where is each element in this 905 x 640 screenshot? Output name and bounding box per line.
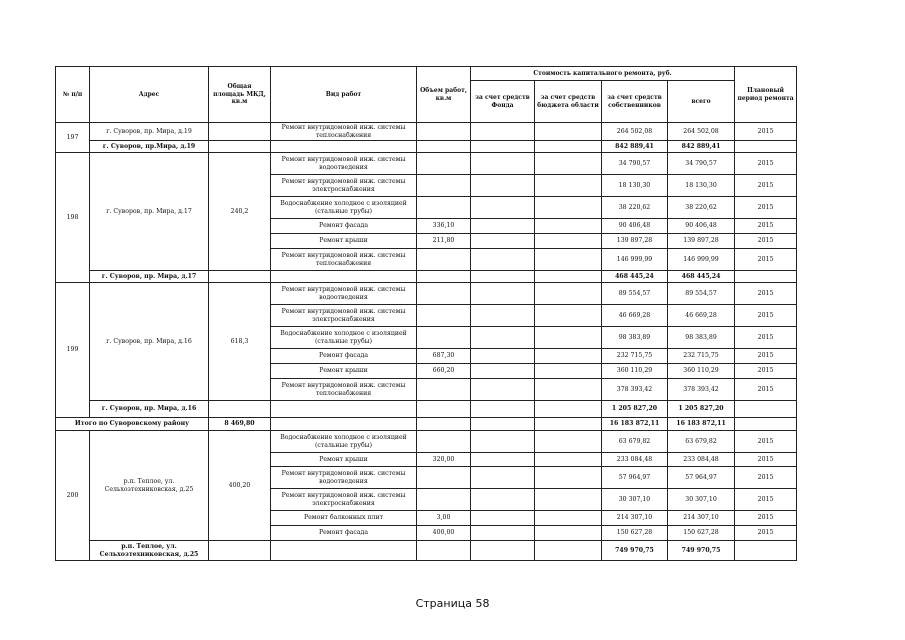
col-header-owners: за счет средств собственников	[602, 81, 668, 123]
owners-cost: 57 964,97	[602, 467, 668, 489]
total-cost: 150 627,28	[668, 526, 735, 541]
work-type: Ремонт фасада	[271, 526, 417, 541]
table-row	[56, 123, 797, 141]
row-area: 240,2	[209, 153, 271, 271]
work-type: Ремонт крыши	[271, 364, 417, 379]
total-cost: 378 393,42	[668, 379, 735, 401]
cost-table-sheet	[55, 66, 796, 561]
work-type: Ремонт внутридомовой инж. системы водоотведения	[271, 153, 417, 175]
period: 2015	[735, 526, 797, 541]
row-address: г. Суворов, пр. Мира, д.16	[90, 283, 209, 401]
row-num: 200	[56, 431, 90, 561]
col-header-regional: за счет средств бюджета области	[535, 81, 602, 123]
volume: 400,00	[417, 526, 471, 541]
row-address: р.п. Теплое, ул. Сельхозтехниковская, д.25	[90, 431, 209, 541]
period: 2015	[735, 364, 797, 379]
district-total-label: Итого по Суворовскому району	[56, 418, 209, 431]
period: 2015	[735, 467, 797, 489]
period: 2015	[735, 379, 797, 401]
col-header-total: всего	[668, 81, 735, 123]
district-total-area: 8 469,80	[209, 418, 271, 431]
subtotal-row	[56, 541, 797, 561]
total-cost: 38 220,62	[668, 197, 735, 219]
work-type: Ремонт внутридомовой инж. системы электроснабжения	[271, 175, 417, 197]
row-num: 199	[56, 283, 90, 418]
subtotal-label: г. Суворов, пр. Мира, д.17	[90, 271, 209, 283]
period: 2015	[735, 234, 797, 249]
row-area: 618,3	[209, 283, 271, 401]
owners-cost: 139 897,28	[602, 234, 668, 249]
total-cost: 264 502,08	[668, 123, 735, 141]
total-cost: 98 383,89	[668, 327, 735, 349]
total-cost: 214 307,10	[668, 511, 735, 526]
work-type: Ремонт внутридомовой инж. системы теплоснабжения	[271, 379, 417, 401]
subtotal-total: 749 970,75	[668, 541, 735, 561]
volume: 320,00	[417, 453, 471, 467]
work-type: Водоснабжение холодное с изоляцией (стальные трубы)	[271, 431, 417, 453]
owners-cost: 233 084,48	[602, 453, 668, 467]
subtotal-owners: 1 205 827,20	[602, 401, 668, 418]
subtotal-row	[56, 271, 797, 283]
subtotal-total: 842 889,41	[668, 141, 735, 153]
period: 2015	[735, 489, 797, 511]
total-cost: 18 130,30	[668, 175, 735, 197]
col-header-work-type: Вид работ	[271, 67, 417, 123]
total-cost: 360 110,29	[668, 364, 735, 379]
col-header-fund: за счет средств Фонда	[471, 81, 535, 123]
col-header-num: № п/п	[56, 67, 90, 123]
owners-cost: 89 554,57	[602, 283, 668, 305]
subtotal-owners: 749 970,75	[602, 541, 668, 561]
total-cost: 232 715,75	[668, 349, 735, 364]
work-type: Ремонт внутридомовой инж. системы электроснабжения	[271, 489, 417, 511]
total-cost: 46 669,28	[668, 305, 735, 327]
period: 2015	[735, 305, 797, 327]
page-number: Страница 58	[415, 597, 490, 610]
period: 2015	[735, 197, 797, 219]
work-type: Ремонт крыши	[271, 234, 417, 249]
period: 2015	[735, 175, 797, 197]
district-total-total: 16 183 872,11	[668, 418, 735, 431]
total-cost: 34 790,57	[668, 153, 735, 175]
table-row	[56, 153, 797, 175]
table-row	[56, 283, 797, 305]
work-type: Ремонт внутридомовой инж. системы водоотведения	[271, 283, 417, 305]
work-type: Ремонт балконных плит	[271, 511, 417, 526]
volume: 336,10	[417, 219, 471, 234]
subtotal-total: 468 445,24	[668, 271, 735, 283]
work-type: Водоснабжение холодное с изоляцией (стальные трубы)	[271, 197, 417, 219]
row-address: г. Суворов, пр. Мира, д.19	[90, 123, 209, 141]
period: 2015	[735, 431, 797, 453]
period: 2015	[735, 511, 797, 526]
subtotal-owners: 468 445,24	[602, 271, 668, 283]
col-header-area: Общая площадь МКД, кв.м	[209, 67, 271, 123]
total-cost: 57 964,97	[668, 467, 735, 489]
col-header-cost-group: Стоимость капитального ремонта, руб.	[471, 67, 735, 81]
capital-repair-table	[55, 66, 797, 561]
col-header-volume: Объем работ, кв.м	[417, 67, 471, 123]
owners-cost: 264 502,08	[602, 123, 668, 141]
owners-cost: 18 130,30	[602, 175, 668, 197]
work-type: Ремонт крыши	[271, 453, 417, 467]
work-type: Ремонт внутридомовой инж. системы теплоснабжения	[271, 249, 417, 271]
owners-cost: 90 406,48	[602, 219, 668, 234]
subtotal-total: 1 205 827,20	[668, 401, 735, 418]
total-cost: 233 084,48	[668, 453, 735, 467]
work-type: Водоснабжение холодное с изоляцией (стальные трубы)	[271, 327, 417, 349]
owners-cost: 63 679,82	[602, 431, 668, 453]
table-row	[56, 431, 797, 453]
period: 2015	[735, 283, 797, 305]
volume: 3,00	[417, 511, 471, 526]
col-header-period: Плановый период ремонта	[735, 67, 797, 123]
work-type: Ремонт внутридомовой инж. системы теплоснабжения	[271, 123, 417, 141]
district-total-owners: 16 183 872,11	[602, 418, 668, 431]
period: 2015	[735, 219, 797, 234]
owners-cost: 146 999,99	[602, 249, 668, 271]
subtotal-label: р.п. Теплое, ул. Сельхозтехниковская, д.25	[90, 541, 209, 561]
subtotal-row	[56, 401, 797, 418]
district-total-row	[56, 418, 797, 431]
period: 2015	[735, 349, 797, 364]
period: 2015	[735, 453, 797, 467]
owners-cost: 34 790,57	[602, 153, 668, 175]
total-cost: 63 679,82	[668, 431, 735, 453]
owners-cost: 98 383,89	[602, 327, 668, 349]
owners-cost: 214 307,10	[602, 511, 668, 526]
work-type: Ремонт внутридомовой инж. системы электроснабжения	[271, 305, 417, 327]
work-type: Ремонт внутридомовой инж. системы водоотведения	[271, 467, 417, 489]
period: 2015	[735, 153, 797, 175]
row-area: 400,20	[209, 431, 271, 541]
volume: 687,30	[417, 349, 471, 364]
total-cost: 89 554,57	[668, 283, 735, 305]
row-address: г. Суворов, пр. Мира, д.17	[90, 153, 209, 271]
total-cost: 30 307,10	[668, 489, 735, 511]
volume: 660,20	[417, 364, 471, 379]
work-type: Ремонт фасада	[271, 219, 417, 234]
owners-cost: 38 220,62	[602, 197, 668, 219]
work-type: Ремонт фасада	[271, 349, 417, 364]
total-cost: 90 406,48	[668, 219, 735, 234]
period: 2015	[735, 123, 797, 141]
col-header-address: Адрес	[90, 67, 209, 123]
total-cost: 139 897,28	[668, 234, 735, 249]
owners-cost: 150 627,28	[602, 526, 668, 541]
subtotal-label: г. Суворов, пр.Мира, д.19	[90, 141, 209, 153]
owners-cost: 360 110,29	[602, 364, 668, 379]
period: 2015	[735, 327, 797, 349]
subtotal-row	[56, 141, 797, 153]
subtotal-label: г. Суворов, пр. Мира, д.16	[90, 401, 209, 418]
volume: 211,80	[417, 234, 471, 249]
owners-cost: 232 715,75	[602, 349, 668, 364]
row-num: 198	[56, 153, 90, 283]
period: 2015	[735, 249, 797, 271]
owners-cost: 378 393,42	[602, 379, 668, 401]
subtotal-owners: 842 889,41	[602, 141, 668, 153]
total-cost: 146 999,99	[668, 249, 735, 271]
row-num: 197	[56, 123, 90, 153]
owners-cost: 30 307,10	[602, 489, 668, 511]
owners-cost: 46 669,28	[602, 305, 668, 327]
